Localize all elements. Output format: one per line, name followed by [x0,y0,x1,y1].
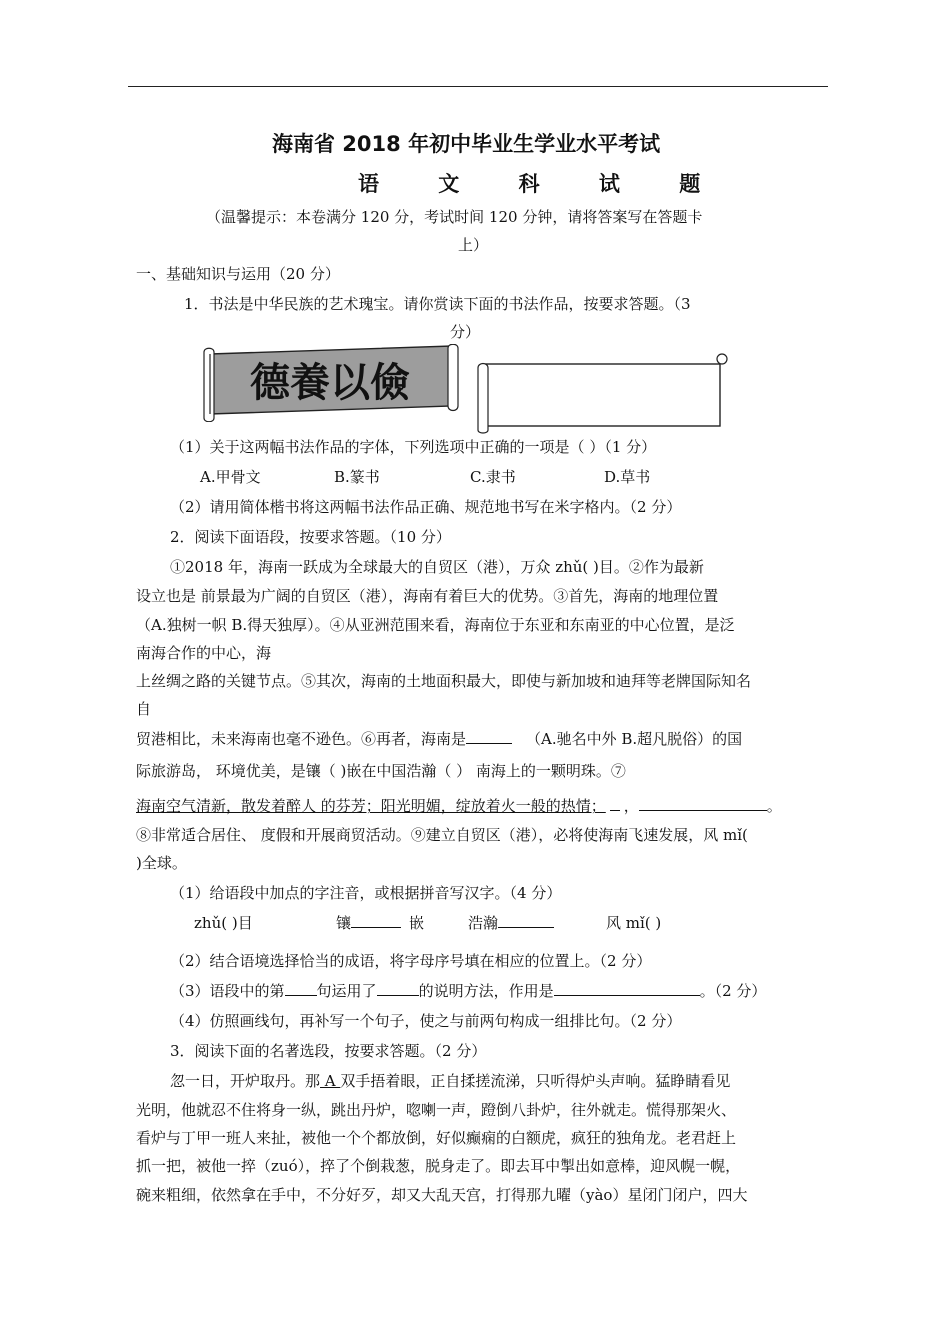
q1-option-a: A.甲骨文 [200,468,261,486]
top-rule [128,86,828,87]
answer-blank [639,796,767,811]
exam-title: 海南省 2018 年初中毕业生学业水平考试 [272,132,661,156]
q2-sub3: （3）语段中的第 句运用了 的说明方法，作用是 。（2 分） [170,982,767,1000]
tip-line-2: 上） [458,236,489,254]
q2-para-line: ①2018 年，海南一跃成为全球最大的自贸区（港），万众 zhǔ( )目。②作为最新 [170,558,704,576]
answer-blank [285,981,317,996]
q2-para-line: 南海合作的中心，海 [136,644,272,662]
q2-sub4: （4）仿照画线句，再补写一个句子，使之与前两句构成一组排比句。（2 分） [170,1012,682,1030]
q2-para-line: ⑧非常适合居住、 度假和开展商贸活动。⑨建立自贸区（港），必将使海南飞速发展，风 mǐ( [136,826,748,844]
answer-blank [610,796,620,811]
q2-para-text: 贸港相比，未来海南也毫不逊色。⑥再者，海南是 [136,730,467,748]
q2-para-line [136,728,742,749]
q3-passage-line: 忽一日，开炉取丹。那 A 双手捂着眼，正自揉搓流涕，只听得炉头声响。猛睁睛看见 [170,1072,731,1090]
fill-zhu: zhǔ( )目 [194,914,253,932]
q2-para-line: 海南空气清新，散发着醉人 的芬芳；阳光明媚，绽放着火一般的热情； ， 。 [136,797,782,815]
q1-sub2: （2）请用简体楷书将这两幅书法作品正确、规范地书写在米字格内。（2 分） [170,498,682,516]
section-heading: 一、基础知识与运用（20 分） [136,265,340,283]
q2-para-line: 际旅游岛， 环境优美，是镶（ )嵌在中国浩瀚（ ） 南海上的一颗明珠。⑦ [136,762,626,780]
answer-blank [377,981,419,996]
q2-para-text: （A.驰名中外 B.超凡脱俗）的国 [526,730,743,748]
q2-sub2: （2）结合语境选择恰当的成语，将字母序号填在相应的位置上。（2 分） [170,952,652,970]
q2-para-line: 自 [136,700,152,718]
calligraphy-text: 德養以儉 [250,359,410,406]
answer-blank [351,913,401,928]
blank-scroll [474,352,728,434]
q1-option-c: C.隶书 [470,468,516,486]
tip-line-1: （温馨提示：本卷满分 120 分，考试时间 120 分钟，请将答案写在答题卡 [206,208,703,226]
idiom-blank [466,729,512,744]
q2-para-line: （A.独树一帜 B.得天独厚）。④从亚洲范围来看，海南位于东亚和东南亚的中心位置，是泛 [136,616,735,634]
q2-para-text: 。 [766,797,782,815]
q2-para-line: )全球。 [136,854,187,872]
blank-a: A [320,1072,341,1090]
q1-stem-line2: 分） [450,323,481,341]
answer-blank [498,913,554,928]
exam-subtitle: 语 文 科 试 题 [358,172,727,196]
q3-passage-line: 光明，他就忍不住将身一纵，跳出丹炉，唿喇一声，蹬倒八卦炉，往外就走。慌得那架火、 [136,1101,737,1119]
q1-option-d: D.草书 [604,468,651,486]
q3-passage-line: 抓一把，被他一捽（zuó），捽了个倒栽葱，脱身走了。即去耳中掣出如意棒，迎风幌一幌， [136,1157,741,1175]
q1-stem-line1: 1．书法是中华民族的艺术瑰宝。请你赏读下面的书法作品，按要求答题。（3 [184,295,691,313]
underlined-sentence: 海南空气清新，散发着醉人 的芬芳；阳光明媚，绽放着火一般的热情； [136,797,606,815]
q1-sub1: （1）关于这两幅书法作品的字体，下列选项中正确的一项是（ ）（1 分） [170,438,657,456]
q2-sub1: （1）给语段中加点的字注音，或根据拼音写汉字。（4 分） [170,884,562,902]
q2-para-line: 上丝绸之路的关键节点。⑤其次，海南的土地面积最大，即使与新加坡和迪拜等老牌国际知名 [136,672,752,690]
answer-blank [554,981,700,996]
fill-mi: 风 mǐ( ) [606,914,662,932]
q2-para-line: 设立也是 前景最为广阔的自贸区（港），海南有着巨大的优势。③首先，海南的地理位置 [136,587,719,605]
q3-stem: 3．阅读下面的名著选段，按要求答题。（2 分） [170,1042,487,1060]
fill-hao: 浩瀚 [468,912,554,933]
q3-passage-line: 碗来粗细，依然拿在手中，不分好歹，却又大乱天宫，打得那九曜（yào）星闭门闭户，四大 [136,1186,748,1204]
q2-stem: 2．阅读下面语段，按要求答题。（10 分） [170,528,451,546]
q3-passage-line: 看炉与丁甲一班人来扯，被他一个个都放倒，好似癫痫的白额虎，疯狂的独角龙。老君赶上 [136,1129,737,1147]
q1-option-b: B.篆书 [334,468,380,486]
calligraphy-scroll [200,344,462,422]
fill-xiang: 镶 嵌 [336,914,425,932]
